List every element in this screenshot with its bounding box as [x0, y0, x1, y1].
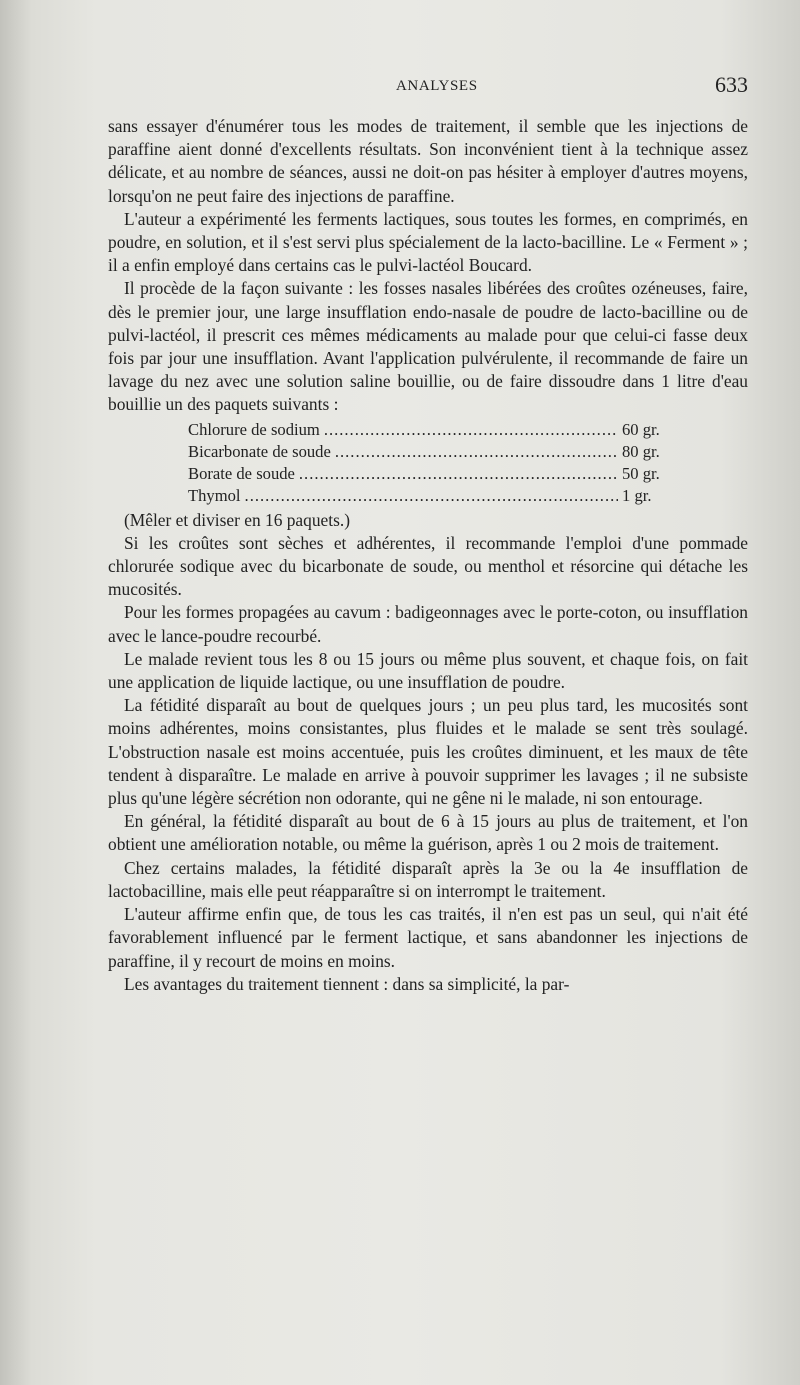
recipe-list [188, 419, 680, 507]
ingredient-quantity: 60 gr. [622, 419, 660, 439]
paragraph: (Mêler et diviser en 16 paquets.) [124, 509, 351, 530]
ingredient-name: Thymol [188, 485, 241, 505]
ingredient-name: Chlorure de sodium [188, 419, 320, 439]
paragraph: L'auteur a expérimenté les ferments lactiques, sous toutes les formes, en comprimés, en poudre, en solution, et il s'est servi plus spécialement de la lacto-bacilline. Le « Ferment » ; il a enfin employé dans certains cas le pulvi-lactéol Boucard. [108, 208, 748, 276]
paragraph: L'auteur affirme enfin que, de tous les cas traités, il n'en est pas un seul, qui n'ait été favorablement influencé par le ferment lactique, et sans abandonner les injections de paraffine, il y recourt de moins en moins. [108, 904, 748, 971]
body-text [108, 115, 748, 996]
paragraph: Il procède de la façon suivante : les fosses nasales libérées des croûtes ozéneuses, faire, dès le premier jour, une large insufflation endo-nasale de poudre de lacto-bacilline ou de pulvi-lactéol, il prescrit ces mêmes médicaments au malade pour que celui-ci fasse deux fois par jour une insufflation. Avant l'application pulvérulente, il recommande de faire un lavage du nez avec une solution saline bouillie, ou de faire dissoudre dans 1 litre d'eau bouillie un des paquets suivants : [108, 278, 748, 415]
page-header [108, 72, 748, 102]
paragraph: Chez certains malades, la fétidité disparaît après la 3e ou la 4e insufflation de lactobacilline, mais elle peut réapparaître si on interrompt le traitement. [108, 857, 748, 901]
paragraph: En général, la fétidité disparaît au bout de 6 à 15 jours au plus de traitement, et l'on obtient une amélioration notable, ou même la guérison, après 1 ou 2 mois de traitement. [108, 811, 748, 855]
ingredient-quantity: 1 gr. [622, 485, 652, 505]
running-head: ANALYSES [396, 78, 478, 94]
recipe-item [188, 419, 680, 441]
page-number: 633 [715, 72, 748, 97]
paragraph: Le malade revient tous les 8 ou 15 jours ou même plus souvent, et chaque fois, on fait une application de liquide lactique, ou une insufflation de poudre. [108, 648, 748, 693]
recipe-item [188, 485, 680, 507]
leader-dots [324, 419, 618, 441]
leader-dots [245, 485, 618, 507]
paragraph: sans essayer d'énumérer tous les modes de traitement, il semble que les injections de paraffine aient donné d'excellents résultats. Son inconvénient tient à la technique assez délicate, et au nombre de séances, aussi ne doit-on pas hésiter à employer d'autres moyens, lorsqu'on ne peut faire des injections de paraffine. [108, 116, 748, 206]
recipe-item [188, 463, 680, 485]
leader-dots [299, 463, 618, 485]
ingredient-name: Bicarbonate de soude [188, 441, 331, 461]
paragraph: Si les croûtes sont sèches et adhérentes, il recommande l'emploi d'une pommade chlorurée sodique avec du bicarbonate de soude, ou menthol et résorcine qui détache les mucosités. [108, 532, 748, 600]
leader-dots [335, 441, 618, 463]
recipe-item [188, 441, 680, 463]
paragraph: Les avantages du traitement tiennent : dans sa simplicité, la par- [124, 973, 570, 994]
ingredient-name: Borate de soude [188, 463, 295, 483]
paragraph: La fétidité disparaît au bout de quelques jours ; un peu plus tard, les mucosités sont moins adhérentes, moins consistantes, plus fluides et le malade se sent très soulagé. L'obstruction nasale est moins accentuée, puis les croûtes diminuent, et les maux de tête tendent à disparaître. Le malade en arrive à pouvoir supprimer les lavages ; il ne subsiste plus qu'une légère sécrétion non odorante, qui ne gêne ni le malade, ni son entourage. [108, 695, 748, 809]
paragraph: Pour les formes propagées au cavum : badigeonnages avec le porte-coton, ou insufflation avec le lance-poudre recourbé. [108, 602, 748, 646]
ingredient-quantity: 50 gr. [622, 463, 660, 483]
ingredient-quantity: 80 gr. [622, 441, 660, 461]
